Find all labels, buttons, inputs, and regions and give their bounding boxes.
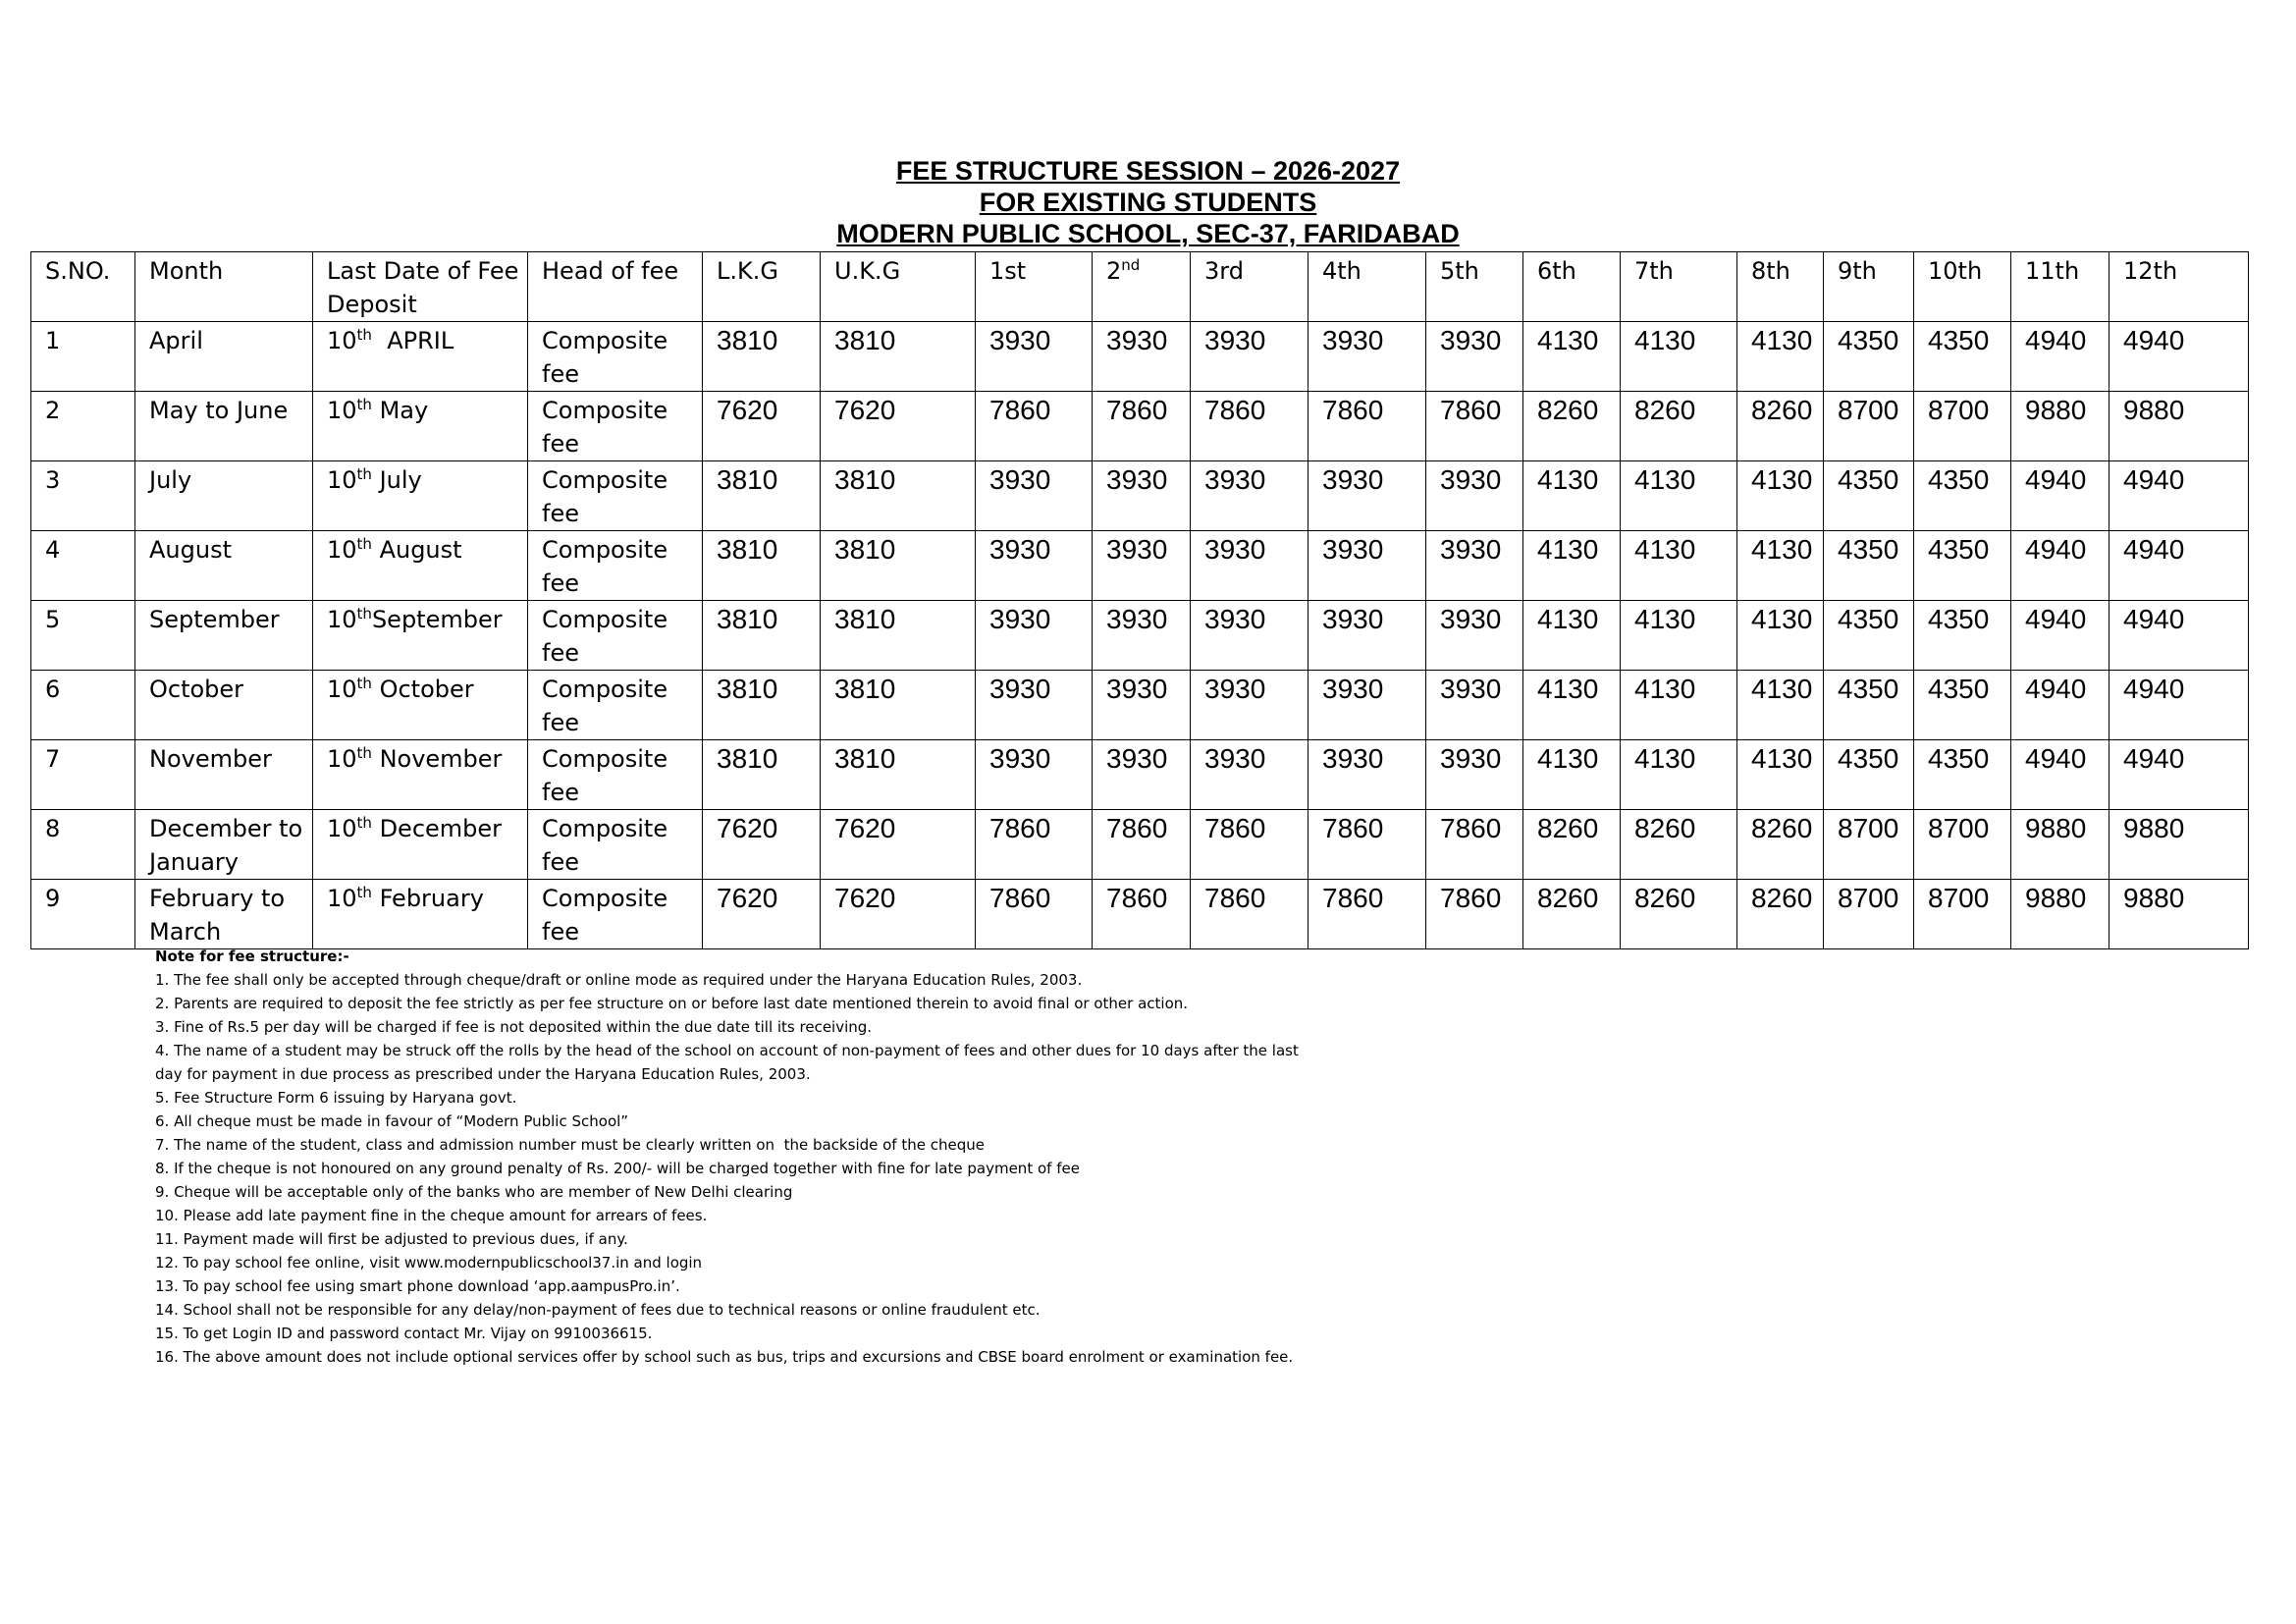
cell-fee-6th: 8260	[1523, 392, 1621, 461]
cell-fee-10th: 8700	[1914, 880, 2011, 949]
table-row	[31, 531, 2249, 601]
cell-fee-1st: 3930	[976, 531, 1093, 601]
note-line: 2. Parents are required to deposit the fee strictly as per fee structure on or before last date mentioned therein to avoid final or other action.	[155, 995, 1189, 1012]
cell-fee-12th: 4940	[2109, 531, 2249, 601]
cell-fee-ukg: 7620	[821, 810, 976, 880]
cell-fee-3rd: 3930	[1191, 461, 1308, 531]
cell-fee-7th: 4130	[1621, 601, 1737, 671]
note-line: 13. To pay school fee using smart phone download ‘app.aampusPro.in’.	[155, 1277, 680, 1295]
cell-fee-lkg: 3810	[703, 531, 821, 601]
cell-fee-1st: 3930	[976, 671, 1093, 740]
cell-fee-4th: 7860	[1308, 880, 1426, 949]
cell-fee-11th: 9880	[2011, 810, 2109, 880]
cell-last-date: 10thSeptember	[313, 601, 528, 671]
cell-fee-7th: 4130	[1621, 461, 1737, 531]
cell-fee-lkg: 3810	[703, 671, 821, 740]
cell-fee-3rd: 3930	[1191, 531, 1308, 601]
note-line: 11. Payment made will first be adjusted to previous dues, if any.	[155, 1230, 628, 1248]
cell-last-date: 10th July	[313, 461, 528, 531]
cell-fee-11th: 9880	[2011, 880, 2109, 949]
cell-fee-9th: 4350	[1824, 671, 1914, 740]
notes-heading: Note for fee structure:-	[155, 947, 349, 965]
cell-fee-2nd: 7860	[1093, 810, 1191, 880]
col-header-month: Month	[135, 252, 313, 322]
cell-fee-12th: 9880	[2109, 810, 2249, 880]
cell-fee-ukg: 3810	[821, 601, 976, 671]
table-row	[31, 322, 2249, 392]
cell-fee-10th: 4350	[1914, 322, 2011, 392]
cell-fee-11th: 4940	[2011, 740, 2109, 810]
cell-fee-5th: 7860	[1426, 810, 1523, 880]
cell-fee-5th: 3930	[1426, 531, 1523, 601]
col-header-last-date: Last Date of Fee Deposit	[313, 252, 528, 322]
note-line: 3. Fine of Rs.5 per day will be charged if fee is not deposited within the due date till its receiving.	[155, 1018, 873, 1036]
cell-fee-lkg: 7620	[703, 880, 821, 949]
cell-month: July	[135, 461, 313, 531]
cell-fee-2nd: 7860	[1093, 880, 1191, 949]
cell-fee-2nd: 3930	[1093, 671, 1191, 740]
col-header-4th: 4th	[1308, 252, 1426, 322]
cell-fee-9th: 4350	[1824, 740, 1914, 810]
cell-last-date: 10th August	[313, 531, 528, 601]
cell-fee-ukg: 7620	[821, 392, 976, 461]
cell-fee-6th: 8260	[1523, 880, 1621, 949]
cell-fee-9th: 4350	[1824, 461, 1914, 531]
cell-fee-5th: 7860	[1426, 880, 1523, 949]
cell-fee-4th: 3930	[1308, 531, 1426, 601]
cell-fee-8th: 8260	[1737, 880, 1824, 949]
cell-fee-3rd: 3930	[1191, 322, 1308, 392]
cell-fee-4th: 3930	[1308, 322, 1426, 392]
cell-fee-lkg: 7620	[703, 392, 821, 461]
cell-fee-1st: 7860	[976, 810, 1093, 880]
cell-month: December to January	[135, 810, 313, 880]
cell-fee-7th: 4130	[1621, 740, 1737, 810]
cell-fee-9th: 8700	[1824, 810, 1914, 880]
col-header-ukg: U.K.G	[821, 252, 976, 322]
cell-fee-6th: 4130	[1523, 531, 1621, 601]
cell-fee-9th: 8700	[1824, 392, 1914, 461]
col-header-6th: 6th	[1523, 252, 1621, 322]
cell-sno: 8	[31, 810, 135, 880]
cell-last-date: 10th November	[313, 740, 528, 810]
col-header-lkg: L.K.G	[703, 252, 821, 322]
cell-fee-6th: 4130	[1523, 322, 1621, 392]
cell-fee-lkg: 3810	[703, 601, 821, 671]
cell-fee-7th: 8260	[1621, 810, 1737, 880]
cell-fee-8th: 8260	[1737, 810, 1824, 880]
fee-notes	[155, 945, 2020, 1369]
cell-month: February to March	[135, 880, 313, 949]
cell-month: April	[135, 322, 313, 392]
note-line: 16. The above amount does not include optional services offer by school such as bus, trips and excursions and CBSE board enrolment or examination fee.	[155, 1348, 1294, 1366]
cell-month: November	[135, 740, 313, 810]
title-line-school: MODERN PUBLIC SCHOOL, SEC-37, FARIDABAD	[836, 219, 1460, 248]
cell-fee-8th: 4130	[1737, 461, 1824, 531]
table-row	[31, 392, 2249, 461]
cell-fee-lkg: 7620	[703, 810, 821, 880]
cell-fee-2nd: 7860	[1093, 392, 1191, 461]
cell-head-of-fee: Composite fee	[528, 531, 703, 601]
col-header-1st: 1st	[976, 252, 1093, 322]
cell-fee-11th: 4940	[2011, 461, 2109, 531]
cell-fee-lkg: 3810	[703, 322, 821, 392]
cell-fee-3rd: 7860	[1191, 880, 1308, 949]
cell-fee-5th: 3930	[1426, 601, 1523, 671]
cell-fee-11th: 9880	[2011, 392, 2109, 461]
col-header-5th: 5th	[1426, 252, 1523, 322]
cell-fee-7th: 8260	[1621, 880, 1737, 949]
cell-head-of-fee: Composite fee	[528, 671, 703, 740]
cell-fee-4th: 7860	[1308, 810, 1426, 880]
cell-fee-8th: 4130	[1737, 531, 1824, 601]
cell-fee-4th: 7860	[1308, 392, 1426, 461]
cell-fee-1st: 3930	[976, 461, 1093, 531]
col-header-sno: S.NO.	[31, 252, 135, 322]
cell-fee-8th: 4130	[1737, 740, 1824, 810]
cell-fee-10th: 4350	[1914, 461, 2011, 531]
note-line: 15. To get Login ID and password contact Mr. Vijay on 9910036615.	[155, 1325, 653, 1342]
note-line: 4. The name of a student may be struck off the rolls by the head of the school on account of non-payment of fees and other dues for 10 days after the last	[155, 1042, 1299, 1059]
table-row	[31, 671, 2249, 740]
table-row	[31, 461, 2249, 531]
cell-fee-5th: 3930	[1426, 671, 1523, 740]
cell-fee-ukg: 3810	[821, 531, 976, 601]
cell-fee-10th: 4350	[1914, 601, 2011, 671]
cell-fee-10th: 8700	[1914, 392, 2011, 461]
cell-fee-6th: 8260	[1523, 810, 1621, 880]
cell-fee-5th: 3930	[1426, 461, 1523, 531]
cell-fee-10th: 4350	[1914, 531, 2011, 601]
cell-fee-8th: 4130	[1737, 671, 1824, 740]
note-line: 8. If the cheque is not honoured on any ground penalty of Rs. 200/- will be charged together with fine for late payment of fee	[155, 1160, 1080, 1177]
cell-fee-7th: 8260	[1621, 392, 1737, 461]
cell-last-date: 10th December	[313, 810, 528, 880]
table-row	[31, 810, 2249, 880]
cell-fee-7th: 4130	[1621, 322, 1737, 392]
cell-fee-1st: 3930	[976, 322, 1093, 392]
cell-fee-2nd: 3930	[1093, 740, 1191, 810]
cell-fee-10th: 4350	[1914, 740, 2011, 810]
cell-last-date: 10th February	[313, 880, 528, 949]
cell-fee-3rd: 7860	[1191, 810, 1308, 880]
cell-fee-9th: 4350	[1824, 531, 1914, 601]
cell-fee-9th: 8700	[1824, 880, 1914, 949]
cell-head-of-fee: Composite fee	[528, 880, 703, 949]
note-line: 1. The fee shall only be accepted through cheque/draft or online mode as required under the Haryana Education Rules, 2003.	[155, 971, 1083, 989]
cell-fee-12th: 4940	[2109, 322, 2249, 392]
cell-fee-2nd: 3930	[1093, 322, 1191, 392]
cell-fee-lkg: 3810	[703, 461, 821, 531]
cell-fee-10th: 8700	[1914, 810, 2011, 880]
cell-fee-12th: 9880	[2109, 880, 2249, 949]
cell-sno: 2	[31, 392, 135, 461]
cell-fee-6th: 4130	[1523, 671, 1621, 740]
cell-sno: 9	[31, 880, 135, 949]
table-row	[31, 601, 2249, 671]
cell-sno: 6	[31, 671, 135, 740]
notes-list	[155, 968, 2020, 1369]
note-line: day for payment in due process as prescribed under the Haryana Education Rules, 2003.	[155, 1065, 811, 1083]
cell-fee-12th: 4940	[2109, 671, 2249, 740]
cell-sno: 5	[31, 601, 135, 671]
cell-sno: 4	[31, 531, 135, 601]
cell-fee-9th: 4350	[1824, 322, 1914, 392]
note-line: 6. All cheque must be made in favour of “Modern Public School”	[155, 1112, 629, 1130]
note-line: 10. Please add late payment fine in the cheque amount for arrears of fees.	[155, 1207, 708, 1224]
cell-fee-4th: 3930	[1308, 461, 1426, 531]
cell-fee-12th: 4940	[2109, 461, 2249, 531]
cell-fee-9th: 4350	[1824, 601, 1914, 671]
cell-sno: 1	[31, 322, 135, 392]
cell-fee-3rd: 3930	[1191, 740, 1308, 810]
cell-fee-3rd: 3930	[1191, 671, 1308, 740]
cell-last-date: 10th APRIL	[313, 322, 528, 392]
cell-fee-4th: 3930	[1308, 740, 1426, 810]
note-line: 12. To pay school fee online, visit www.modernpublicschool37.in and login	[155, 1254, 703, 1272]
cell-fee-ukg: 3810	[821, 461, 976, 531]
cell-fee-4th: 3930	[1308, 601, 1426, 671]
cell-fee-1st: 7860	[976, 880, 1093, 949]
col-header-2nd: 2nd	[1093, 252, 1191, 322]
cell-fee-8th: 8260	[1737, 392, 1824, 461]
cell-last-date: 10th May	[313, 392, 528, 461]
col-header-7th: 7th	[1621, 252, 1737, 322]
cell-head-of-fee: Composite fee	[528, 392, 703, 461]
cell-head-of-fee: Composite fee	[528, 740, 703, 810]
document-title	[0, 155, 2296, 249]
cell-month: October	[135, 671, 313, 740]
cell-last-date: 10th October	[313, 671, 528, 740]
col-header-9th: 9th	[1824, 252, 1914, 322]
fee-structure-table	[30, 251, 2249, 949]
table-row	[31, 740, 2249, 810]
cell-fee-ukg: 3810	[821, 322, 976, 392]
cell-fee-11th: 4940	[2011, 601, 2109, 671]
cell-fee-8th: 4130	[1737, 601, 1824, 671]
cell-fee-1st: 3930	[976, 601, 1093, 671]
cell-fee-lkg: 3810	[703, 740, 821, 810]
cell-fee-11th: 4940	[2011, 671, 2109, 740]
note-line: 14. School shall not be responsible for any delay/non-payment of fees due to technical reasons or online fraudulent etc.	[155, 1301, 1041, 1319]
cell-fee-6th: 4130	[1523, 601, 1621, 671]
cell-fee-12th: 9880	[2109, 392, 2249, 461]
table-header-row	[31, 252, 2249, 322]
col-header-8th: 8th	[1737, 252, 1824, 322]
cell-fee-5th: 3930	[1426, 322, 1523, 392]
cell-head-of-fee: Composite fee	[528, 461, 703, 531]
cell-fee-1st: 7860	[976, 392, 1093, 461]
cell-head-of-fee: Composite fee	[528, 810, 703, 880]
cell-fee-5th: 3930	[1426, 740, 1523, 810]
cell-month: August	[135, 531, 313, 601]
cell-fee-2nd: 3930	[1093, 531, 1191, 601]
col-header-12th: 12th	[2109, 252, 2249, 322]
cell-fee-3rd: 3930	[1191, 601, 1308, 671]
table-row	[31, 880, 2249, 949]
cell-fee-ukg: 3810	[821, 740, 976, 810]
col-header-11th: 11th	[2011, 252, 2109, 322]
note-line: 7. The name of the student, class and admission number must be clearly written on the backside of the cheque	[155, 1136, 985, 1154]
cell-fee-11th: 4940	[2011, 322, 2109, 392]
cell-fee-ukg: 7620	[821, 880, 976, 949]
cell-fee-6th: 4130	[1523, 740, 1621, 810]
cell-fee-2nd: 3930	[1093, 601, 1191, 671]
title-line-students: FOR EXISTING STUDENTS	[979, 188, 1317, 217]
col-header-3rd: 3rd	[1191, 252, 1308, 322]
cell-fee-8th: 4130	[1737, 322, 1824, 392]
note-line: 5. Fee Structure Form 6 issuing by Haryana govt.	[155, 1089, 517, 1107]
cell-fee-6th: 4130	[1523, 461, 1621, 531]
cell-fee-5th: 7860	[1426, 392, 1523, 461]
cell-fee-7th: 4130	[1621, 671, 1737, 740]
cell-fee-12th: 4940	[2109, 740, 2249, 810]
cell-fee-4th: 3930	[1308, 671, 1426, 740]
cell-fee-11th: 4940	[2011, 531, 2109, 601]
note-line: 9. Cheque will be acceptable only of the banks who are member of New Delhi clearing	[155, 1183, 793, 1201]
cell-month: September	[135, 601, 313, 671]
cell-fee-ukg: 3810	[821, 671, 976, 740]
col-header-head-of-fee: Head of fee	[528, 252, 703, 322]
cell-sno: 3	[31, 461, 135, 531]
cell-fee-12th: 4940	[2109, 601, 2249, 671]
cell-head-of-fee: Composite fee	[528, 601, 703, 671]
cell-head-of-fee: Composite fee	[528, 322, 703, 392]
cell-fee-2nd: 3930	[1093, 461, 1191, 531]
cell-month: May to June	[135, 392, 313, 461]
col-header-10th: 10th	[1914, 252, 2011, 322]
cell-sno: 7	[31, 740, 135, 810]
cell-fee-3rd: 7860	[1191, 392, 1308, 461]
cell-fee-10th: 4350	[1914, 671, 2011, 740]
cell-fee-1st: 3930	[976, 740, 1093, 810]
title-line-session: FEE STRUCTURE SESSION – 2026-2027	[895, 156, 1401, 186]
cell-fee-7th: 4130	[1621, 531, 1737, 601]
